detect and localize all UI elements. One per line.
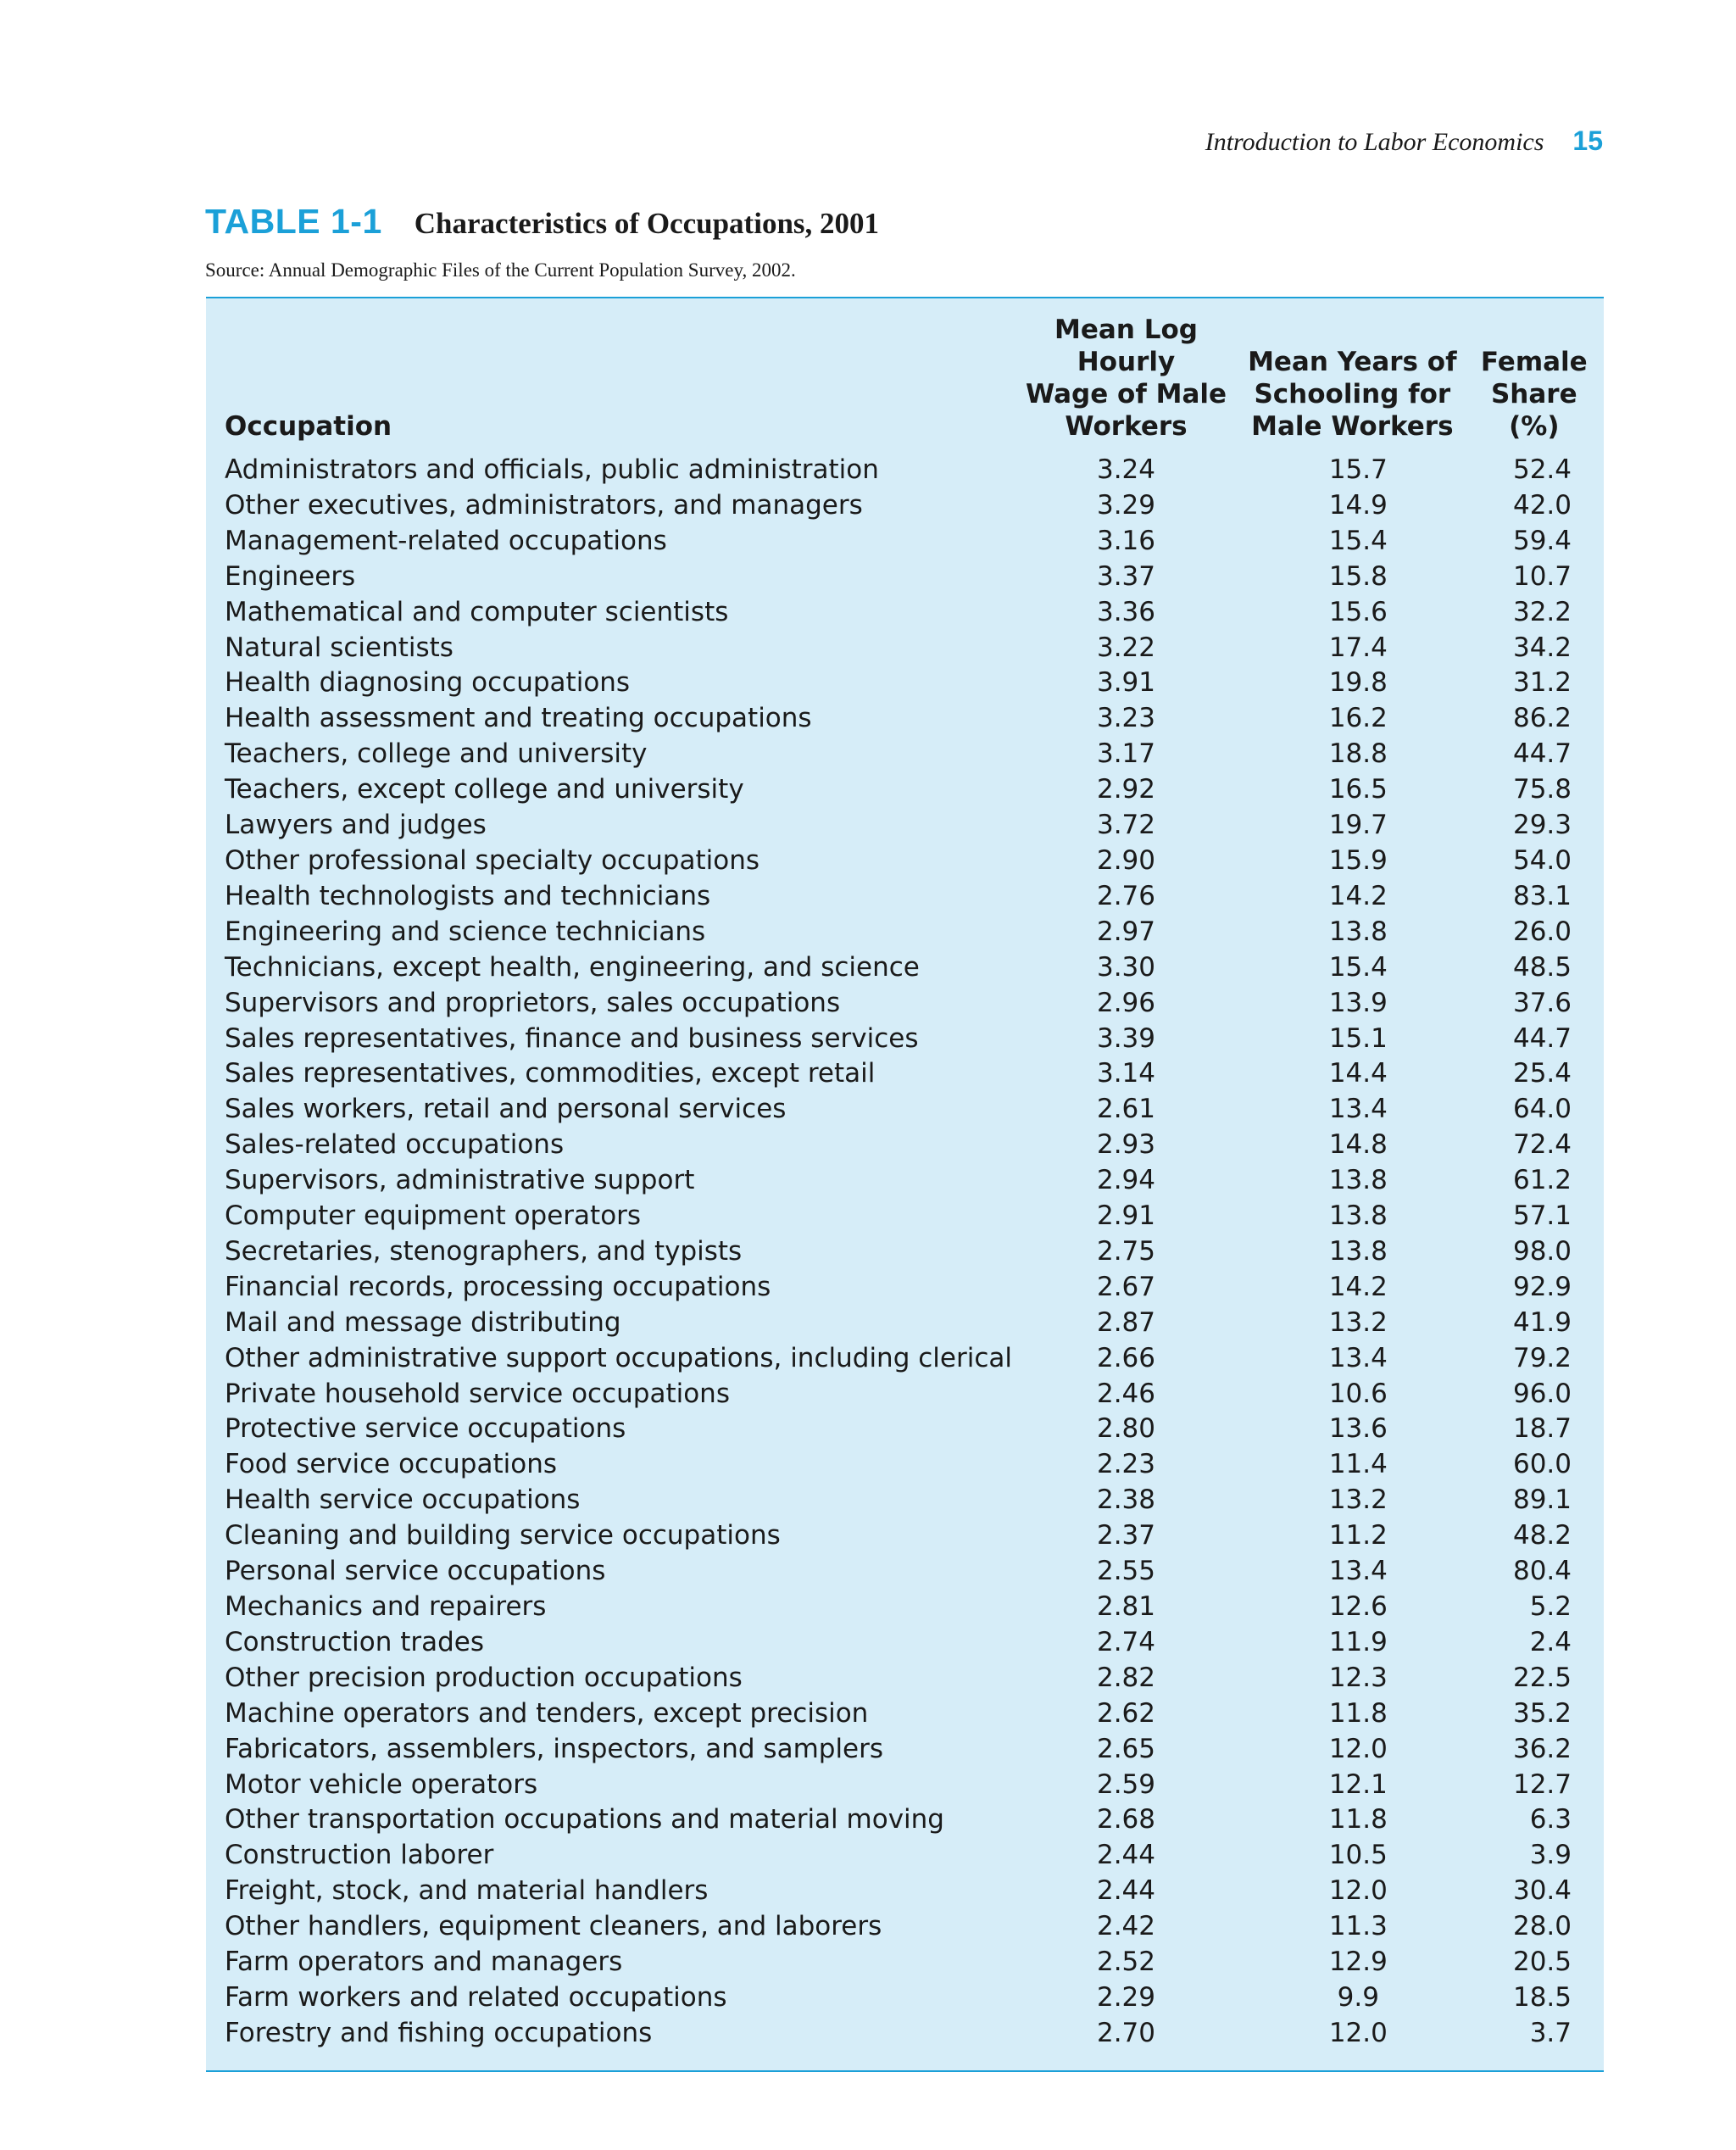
cell-wage: 2.59: [1096, 1768, 1156, 1800]
cell-occupation: Engineers: [225, 560, 356, 592]
cell-female-share: 2.4: [1529, 1626, 1572, 1657]
table-row: [206, 844, 1604, 879]
table-row: [206, 2016, 1604, 2052]
cell-wage: 2.90: [1096, 844, 1156, 876]
cell-occupation: Technicians, except health, engineering, and science: [225, 951, 920, 983]
cell-wage: 2.81: [1096, 1591, 1156, 1622]
cell-schooling: 13.8: [1328, 1235, 1388, 1267]
cell-occupation: Other executives, administrators, and managers: [225, 489, 863, 521]
cell-wage: 3.29: [1096, 489, 1156, 521]
cell-occupation: Health service occupations: [225, 1484, 581, 1516]
table-row: [206, 1625, 1604, 1661]
header-female-line: Share: [1490, 379, 1577, 409]
table-row: [206, 879, 1604, 915]
page-number: 15: [1572, 125, 1603, 156]
cell-female-share: 86.2: [1512, 703, 1572, 734]
header-wage-line: Workers: [1065, 411, 1188, 442]
cell-wage: 3.22: [1096, 632, 1156, 663]
cell-female-share: 64.0: [1512, 1094, 1572, 1125]
cell-wage: 3.30: [1096, 951, 1156, 983]
cell-schooling: 15.4: [1328, 951, 1388, 983]
cell-schooling: 15.1: [1328, 1022, 1388, 1054]
cell-schooling: 11.8: [1328, 1697, 1388, 1729]
cell-occupation: Other precision production occupations: [225, 1662, 743, 1693]
table-row: [206, 1306, 1604, 1341]
cell-wage: 3.14: [1096, 1058, 1156, 1089]
cell-occupation: Teachers, except college and university: [225, 774, 744, 805]
cell-schooling: 13.8: [1328, 916, 1388, 947]
table-row: [206, 808, 1604, 844]
cell-schooling: 11.9: [1328, 1626, 1388, 1657]
cell-female-share: 57.1: [1512, 1200, 1572, 1232]
cell-occupation: Construction laborer: [225, 1840, 494, 1871]
cell-wage: 3.16: [1096, 525, 1156, 556]
table-row: [206, 453, 1604, 488]
running-head: [1205, 125, 1603, 157]
cell-wage: 2.62: [1096, 1697, 1156, 1729]
header-schooling-line: Schooling for: [1254, 379, 1451, 409]
cell-occupation: Sales workers, retail and personal services: [225, 1094, 787, 1125]
header-female-share: [1465, 298, 1604, 453]
cell-female-share: 79.2: [1512, 1342, 1572, 1373]
cell-occupation: Sales representatives, commodities, except retail: [225, 1058, 876, 1089]
cell-occupation: Computer equipment operators: [225, 1200, 642, 1232]
cell-wage: 2.55: [1096, 1556, 1156, 1587]
cell-female-share: 80.4: [1512, 1556, 1572, 1587]
cell-wage: 2.42: [1096, 1911, 1156, 1942]
cell-schooling: 14.2: [1328, 1271, 1388, 1302]
cell-female-share: 20.5: [1512, 1947, 1572, 1978]
cell-occupation: Other professional specialty occupations: [225, 844, 760, 876]
cell-schooling: 13.6: [1328, 1413, 1388, 1445]
cell-female-share: 6.3: [1529, 1804, 1572, 1835]
table-label: TABLE 1-1: [205, 202, 382, 241]
cell-schooling: 12.9: [1328, 1947, 1388, 1978]
table-row: [206, 1945, 1604, 1980]
table-row: [206, 1768, 1604, 1803]
header-wage-line: Mean Log Hourly: [1054, 315, 1198, 377]
cell-female-share: 31.2: [1512, 667, 1572, 699]
cell-occupation: Protective service occupations: [225, 1413, 626, 1445]
cell-female-share: 42.0: [1512, 489, 1572, 521]
cell-schooling: 13.4: [1328, 1556, 1388, 1587]
cell-wage: 2.61: [1096, 1094, 1156, 1125]
cell-female-share: 54.0: [1512, 844, 1572, 876]
table-row: [206, 1661, 1604, 1696]
table-row: [206, 1341, 1604, 1377]
table-row: [206, 1199, 1604, 1234]
header-schooling-line: Male Workers: [1251, 411, 1454, 442]
cell-wage: 3.23: [1096, 703, 1156, 734]
table-row: [206, 1163, 1604, 1199]
cell-female-share: 44.7: [1512, 738, 1572, 770]
cell-schooling: 15.9: [1328, 844, 1388, 876]
cell-schooling: 13.8: [1328, 1200, 1388, 1232]
cell-female-share: 52.4: [1512, 454, 1572, 485]
cell-wage: 2.38: [1096, 1484, 1156, 1516]
table-row: [206, 1056, 1604, 1092]
cell-occupation: Health assessment and treating occupations: [225, 703, 812, 734]
cell-schooling: 15.4: [1328, 525, 1388, 556]
cell-schooling: 11.8: [1328, 1804, 1388, 1835]
occupations-table: [206, 298, 1604, 2052]
cell-wage: 2.96: [1096, 987, 1156, 1018]
table-row: [206, 1980, 1604, 2016]
table-row: [206, 1518, 1604, 1554]
cell-female-share: 89.1: [1512, 1484, 1572, 1516]
table-row: [206, 560, 1604, 595]
table-row: [206, 701, 1604, 737]
header-schooling-line: Mean Years of: [1248, 347, 1457, 377]
table-row: [206, 772, 1604, 808]
cell-schooling: 17.4: [1328, 632, 1388, 663]
cell-schooling: 19.8: [1328, 667, 1388, 699]
cell-wage: 2.75: [1096, 1235, 1156, 1267]
cell-wage: 2.92: [1096, 774, 1156, 805]
table-row: [206, 524, 1604, 560]
cell-female-share: 22.5: [1512, 1662, 1572, 1693]
cell-schooling: 15.7: [1328, 454, 1388, 485]
cell-female-share: 5.2: [1529, 1591, 1572, 1622]
cell-schooling: 11.3: [1328, 1911, 1388, 1942]
cell-wage: 2.68: [1096, 1804, 1156, 1835]
cell-wage: 3.91: [1096, 667, 1156, 699]
cell-occupation: Natural scientists: [225, 632, 453, 663]
header-wage-line: Wage of Male: [1026, 379, 1227, 409]
cell-female-share: 36.2: [1512, 1733, 1572, 1764]
table-row: [206, 595, 1604, 631]
cell-schooling: 16.2: [1328, 703, 1388, 734]
cell-wage: 2.87: [1096, 1306, 1156, 1338]
table-row: [206, 1838, 1604, 1874]
cell-female-share: 41.9: [1512, 1306, 1572, 1338]
cell-female-share: 26.0: [1512, 916, 1572, 947]
cell-occupation: Sales representatives, finance and business services: [225, 1022, 919, 1054]
cell-wage: 3.36: [1096, 596, 1156, 627]
cell-schooling: 11.4: [1328, 1449, 1388, 1480]
cell-female-share: 35.2: [1512, 1697, 1572, 1729]
cell-wage: 2.37: [1096, 1520, 1156, 1551]
table-row: [206, 1022, 1604, 1057]
cell-female-share: 3.7: [1529, 2017, 1572, 2048]
table-row: [206, 666, 1604, 701]
cell-wage: 2.94: [1096, 1165, 1156, 1196]
cell-occupation: Mail and message distributing: [225, 1306, 621, 1338]
table-row: [206, 1483, 1604, 1518]
cell-schooling: 11.2: [1328, 1520, 1388, 1551]
cell-occupation: Management-related occupations: [225, 525, 667, 556]
cell-schooling: 13.8: [1328, 1165, 1388, 1196]
cell-wage: 2.52: [1096, 1947, 1156, 1978]
cell-schooling: 10.6: [1328, 1378, 1388, 1409]
cell-wage: 2.76: [1096, 880, 1156, 911]
cell-schooling: 14.9: [1328, 489, 1388, 521]
cell-wage: 2.23: [1096, 1449, 1156, 1480]
table-row: [206, 1234, 1604, 1270]
cell-female-share: 32.2: [1512, 596, 1572, 627]
cell-occupation: Other transportation occupations and material moving: [225, 1804, 944, 1835]
cell-female-share: 37.6: [1512, 987, 1572, 1018]
table-row: [206, 986, 1604, 1022]
table-row: [206, 737, 1604, 772]
cell-female-share: 10.7: [1512, 560, 1572, 592]
table-row: [206, 1270, 1604, 1306]
table-row: [206, 1909, 1604, 1945]
cell-female-share: 18.7: [1512, 1413, 1572, 1445]
table-body: [206, 453, 1604, 2052]
cell-schooling: 13.2: [1328, 1484, 1388, 1516]
cell-occupation: Food service occupations: [225, 1449, 557, 1480]
table-row: [206, 915, 1604, 950]
table-header-row: [206, 298, 1604, 453]
cell-schooling: 9.9: [1337, 1981, 1379, 2013]
cell-wage: 2.67: [1096, 1271, 1156, 1302]
cell-wage: 3.37: [1096, 560, 1156, 592]
cell-occupation: Mechanics and repairers: [225, 1591, 547, 1622]
cell-wage: 2.29: [1096, 1981, 1156, 2013]
cell-occupation: Other handlers, equipment cleaners, and laborers: [225, 1911, 882, 1942]
cell-female-share: 96.0: [1512, 1378, 1572, 1409]
cell-occupation: Other administrative support occupations, including clerical: [225, 1342, 1012, 1373]
cell-schooling: 12.6: [1328, 1591, 1388, 1622]
cell-schooling: 19.7: [1328, 810, 1388, 841]
cell-schooling: 15.8: [1328, 560, 1388, 592]
cell-female-share: 72.4: [1512, 1129, 1572, 1161]
cell-wage: 2.65: [1096, 1733, 1156, 1764]
cell-schooling: 14.8: [1328, 1129, 1388, 1161]
table-row: [206, 1554, 1604, 1590]
table-row: [206, 1732, 1604, 1768]
cell-female-share: 48.2: [1512, 1520, 1572, 1551]
cell-female-share: 18.5: [1512, 1981, 1572, 2013]
cell-occupation: Engineering and science technicians: [225, 916, 706, 947]
cell-occupation: Forestry and fishing occupations: [225, 2017, 653, 2048]
cell-female-share: 30.4: [1512, 1875, 1572, 1907]
cell-occupation: Private household service occupations: [225, 1378, 730, 1409]
cell-wage: 2.82: [1096, 1662, 1156, 1693]
header-wage: [1012, 298, 1240, 453]
table-panel: [206, 297, 1604, 2072]
cell-female-share: 25.4: [1512, 1058, 1572, 1089]
table-row: [206, 1092, 1604, 1128]
cell-occupation: Fabricators, assemblers, inspectors, and samplers: [225, 1733, 884, 1764]
cell-schooling: 13.2: [1328, 1306, 1388, 1338]
cell-occupation: Farm workers and related occupations: [225, 1981, 727, 2013]
cell-wage: 3.17: [1096, 738, 1156, 770]
cell-occupation: Farm operators and managers: [225, 1947, 623, 1978]
table-row: [206, 631, 1604, 666]
cell-female-share: 92.9: [1512, 1271, 1572, 1302]
cell-schooling: 10.5: [1328, 1840, 1388, 1871]
cell-female-share: 29.3: [1512, 810, 1572, 841]
cell-wage: 2.46: [1096, 1378, 1156, 1409]
cell-schooling: 13.9: [1328, 987, 1388, 1018]
cell-occupation: Administrators and officials, public administration: [225, 454, 879, 485]
table-row: [206, 1696, 1604, 1732]
cell-wage: 2.66: [1096, 1342, 1156, 1373]
cell-female-share: 44.7: [1512, 1022, 1572, 1054]
cell-occupation: Secretaries, stenographers, and typists: [225, 1235, 743, 1267]
cell-wage: 2.70: [1096, 2017, 1156, 2048]
cell-wage: 2.97: [1096, 916, 1156, 947]
cell-female-share: 75.8: [1512, 774, 1572, 805]
cell-schooling: 14.2: [1328, 880, 1388, 911]
cell-female-share: 48.5: [1512, 951, 1572, 983]
cell-schooling: 13.4: [1328, 1094, 1388, 1125]
table-row: [206, 950, 1604, 986]
cell-female-share: 60.0: [1512, 1449, 1572, 1480]
cell-occupation: Supervisors and proprietors, sales occupations: [225, 987, 841, 1018]
cell-schooling: 18.8: [1328, 738, 1388, 770]
cell-female-share: 28.0: [1512, 1911, 1572, 1942]
header-female-line: (%): [1509, 411, 1560, 442]
cell-female-share: 98.0: [1512, 1235, 1572, 1267]
cell-occupation: Machine operators and tenders, except precision: [225, 1697, 869, 1729]
cell-occupation: Cleaning and building service occupations: [225, 1520, 781, 1551]
cell-wage: 3.24: [1096, 454, 1156, 485]
cell-wage: 2.44: [1096, 1840, 1156, 1871]
cell-wage: 3.39: [1096, 1022, 1156, 1054]
cell-wage: 2.80: [1096, 1413, 1156, 1445]
cell-occupation: Health diagnosing occupations: [225, 667, 631, 699]
cell-occupation: Personal service occupations: [225, 1556, 606, 1587]
cell-wage: 2.44: [1096, 1875, 1156, 1907]
cell-schooling: 12.0: [1328, 1875, 1388, 1907]
cell-occupation: Health technologists and technicians: [225, 880, 711, 911]
cell-occupation: Freight, stock, and material handlers: [225, 1875, 709, 1907]
cell-schooling: 15.6: [1328, 596, 1388, 627]
cell-wage: 2.91: [1096, 1200, 1156, 1232]
table-caption: [205, 202, 879, 242]
cell-schooling: 16.5: [1328, 774, 1388, 805]
table-row: [206, 1447, 1604, 1483]
cell-wage: 2.74: [1096, 1626, 1156, 1657]
cell-wage: 3.72: [1096, 810, 1156, 841]
cell-occupation: Mathematical and computer scientists: [225, 596, 729, 627]
cell-female-share: 12.7: [1512, 1768, 1572, 1800]
header-schooling: [1240, 298, 1465, 453]
cell-occupation: Motor vehicle operators: [225, 1768, 538, 1800]
cell-occupation: Teachers, college and university: [225, 738, 648, 770]
cell-schooling: 12.0: [1328, 1733, 1388, 1764]
table-row: [206, 1874, 1604, 1909]
table-source: Source: Annual Demographic Files of the Current Population Survey, 2002.: [205, 259, 796, 281]
cell-female-share: 34.2: [1512, 632, 1572, 663]
cell-schooling: 12.3: [1328, 1662, 1388, 1693]
cell-female-share: 61.2: [1512, 1165, 1572, 1196]
cell-occupation: Supervisors, administrative support: [225, 1165, 695, 1196]
table-title: Characteristics of Occupations, 2001: [414, 207, 880, 240]
cell-schooling: 12.1: [1328, 1768, 1388, 1800]
cell-schooling: 13.4: [1328, 1342, 1388, 1373]
table-row: [206, 1377, 1604, 1412]
table-row: [206, 1590, 1604, 1625]
table-row: [206, 1128, 1604, 1163]
cell-occupation: Lawyers and judges: [225, 810, 487, 841]
table-row: [206, 1412, 1604, 1447]
cell-wage: 2.93: [1096, 1129, 1156, 1161]
cell-schooling: 14.4: [1328, 1058, 1388, 1089]
cell-occupation: Sales-related occupations: [225, 1129, 565, 1161]
cell-female-share: 3.9: [1529, 1840, 1572, 1871]
cell-occupation: Construction trades: [225, 1626, 485, 1657]
cell-female-share: 59.4: [1512, 525, 1572, 556]
table-row: [206, 488, 1604, 524]
table-row: [206, 1802, 1604, 1838]
cell-occupation: Financial records, processing occupations: [225, 1271, 771, 1302]
cell-schooling: 12.0: [1328, 2017, 1388, 2048]
header-occupation: Occupation: [225, 411, 392, 442]
running-title: Introduction to Labor Economics: [1205, 128, 1544, 156]
cell-female-share: 83.1: [1512, 880, 1572, 911]
header-female-line: Female: [1480, 347, 1588, 377]
